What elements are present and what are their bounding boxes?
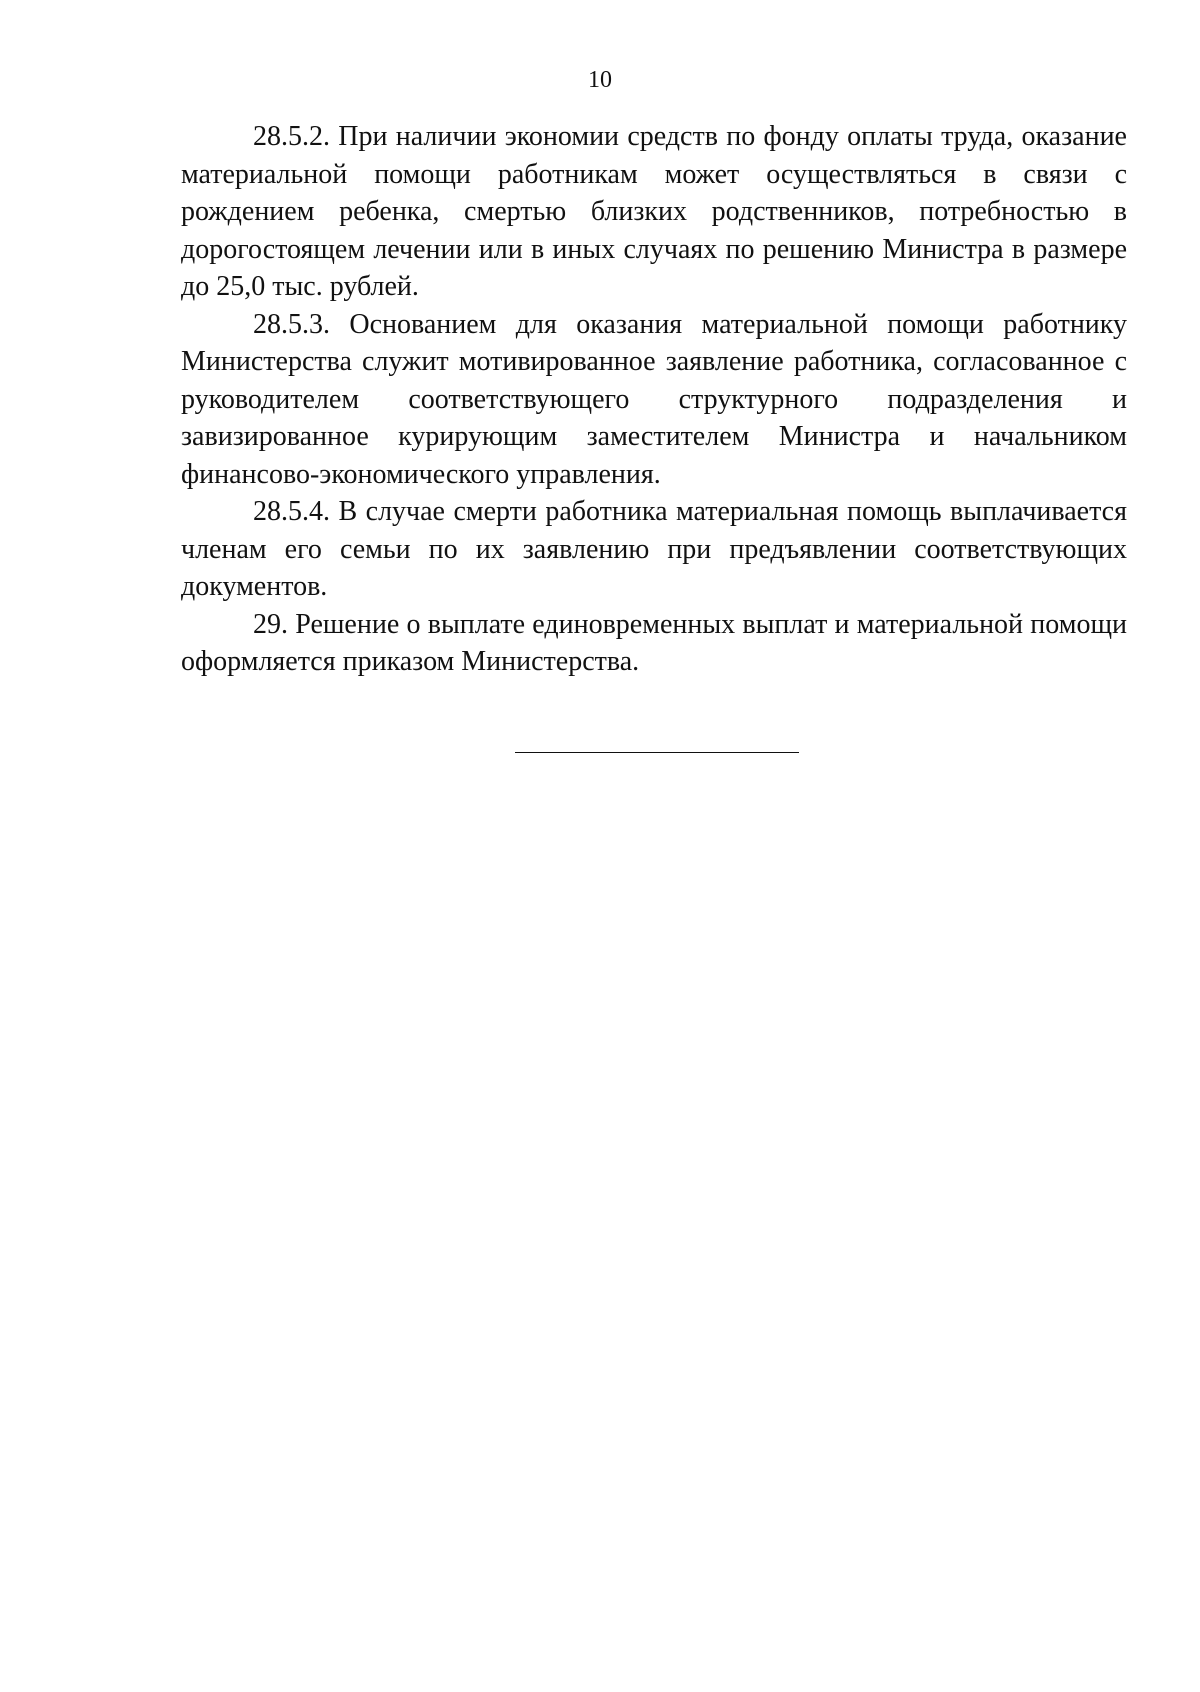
page-number: 10 xyxy=(588,67,612,93)
end-of-document-rule xyxy=(515,752,799,753)
document-body xyxy=(181,118,1127,681)
paragraph-28-5-4: 28.5.4. В случае смерти работника материальная помощь выплачивается членам его семьи по их заявлению при предъявлении соответствующих документов. xyxy=(181,496,1127,602)
paragraph-28-5-2: 28.5.2. При наличии экономии средств по фонду оплаты труда, оказание материальной помощи работникам может осуществляться в связи с рождением ребенка, смертью близких родственников, потребностью в дорогостоящем лечении или в иных случаях по решению Министра в размере до 25,0 тыс. рублей. xyxy=(181,121,1127,302)
paragraph-28-5-3: 28.5.3. Основанием для оказания материальной помощи работнику Министерства служит мотивированное заявление работника, согласованное с руководителем соответствующего структурного подразделения и завизированное курирующим заместителем Министра и начальником финансово-экономического управления. xyxy=(181,308,1127,490)
paragraph-29: 29. Решение о выплате единовременных выплат и материальной помощи оформляется приказом Министерства. xyxy=(181,608,1127,677)
